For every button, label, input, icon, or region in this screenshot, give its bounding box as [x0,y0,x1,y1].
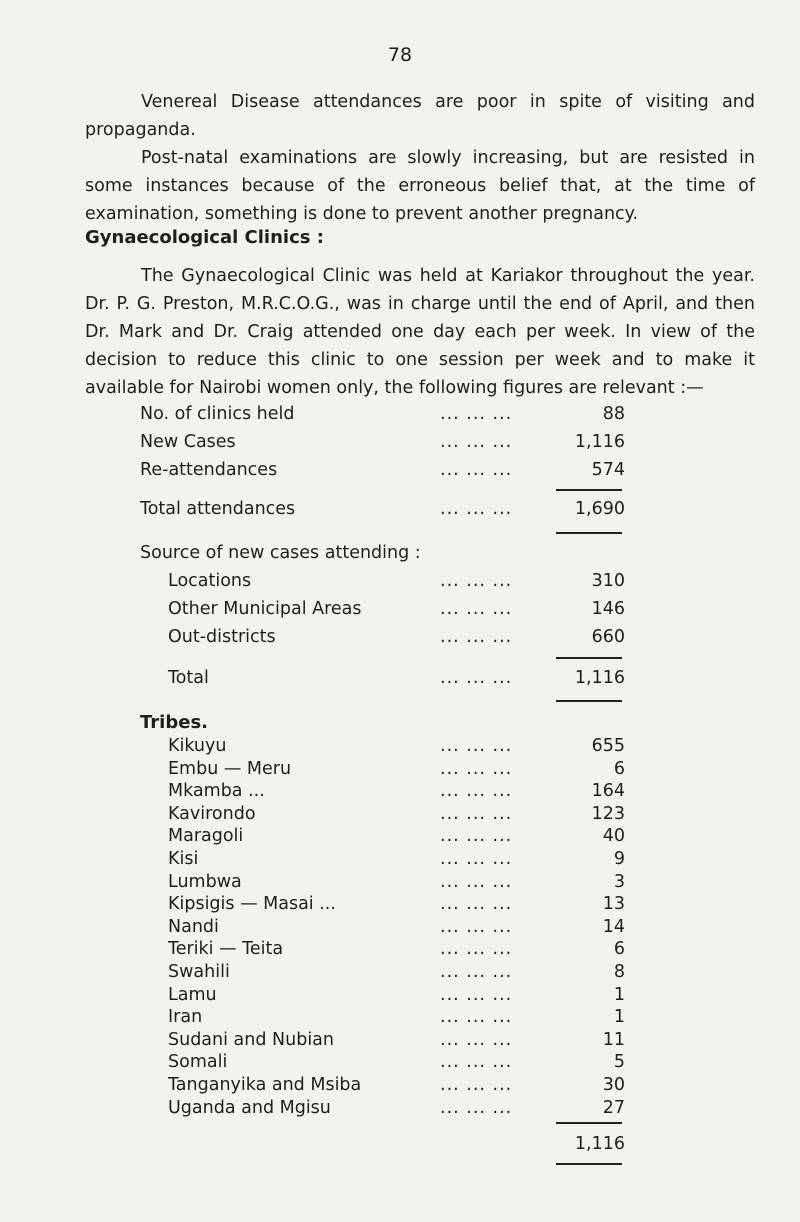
leader-dots: ... ... ... [440,1074,513,1095]
divider [556,1163,622,1165]
table-row [140,984,660,1007]
leader-dots: ... ... ... [440,961,513,982]
leader-dots: ... ... ... [440,571,513,591]
table-row [140,664,660,692]
leader-dots: ... ... ... [440,848,513,869]
leader-dots: ... ... ... [440,758,513,779]
leader-dots: ... ... ... [440,1029,513,1050]
leader-dots: ... ... ... [440,803,513,824]
row-label: Kavirondo [168,803,256,824]
row-value: 146 [591,599,625,619]
divider [556,532,622,534]
row-label: Out-districts [168,627,276,647]
table-heading-row [140,539,660,567]
row-label: Teriki — Teita [168,939,284,960]
row-value: 14 [602,916,625,937]
leader-dots: ... ... ... [440,781,513,802]
leader-dots: ... ... ... [440,460,513,480]
row-label: Kikuyu [168,736,227,756]
table-row [140,735,660,758]
leader-dots: ... ... ... [440,736,513,756]
leader-dots: ... ... ... [440,404,513,424]
table-row [140,871,660,894]
page-number: 78 [387,44,413,66]
row-label: Tanganyika and Msiba [168,1074,362,1095]
section-heading: Gynaecological Clinics : [85,227,324,248]
table-row [140,495,660,523]
row-label: Other Municipal Areas [168,599,362,619]
row-label: Iran [168,1007,203,1028]
table-row [140,961,660,984]
row-value: 1 [613,984,625,1005]
leader-dots: ... ... ... [440,1007,513,1028]
leader-dots: ... ... ... [440,871,513,892]
table-row [140,803,660,826]
leader-dots: ... ... ... [440,1052,513,1073]
row-label: Swahili [168,961,230,982]
table-row [140,567,660,595]
table-row [140,848,660,871]
row-value: 6 [613,939,625,960]
leader-dots: ... ... ... [440,894,513,915]
leader-dots: ... ... ... [440,939,513,960]
row-value: 655 [591,736,625,756]
row-label: Total attendances [140,499,296,519]
leader-dots: ... ... ... [440,916,513,937]
source-table [140,539,660,651]
divider [556,700,622,702]
table-row [140,916,660,939]
table-row [140,1051,660,1074]
tribes-heading: Tribes. [140,712,208,733]
leader-dots: ... ... ... [440,668,513,688]
row-value: 1 [613,1007,625,1028]
row-value: 1,116 [574,1134,625,1154]
table-row [140,428,660,456]
leader-dots: ... ... ... [440,1097,513,1118]
divider [556,657,622,659]
table-row [140,400,660,428]
row-value: 1,690 [574,499,625,519]
source-heading: Source of new cases attending : [140,543,421,563]
row-value: 123 [591,803,625,824]
row-label: Sudani and Nubian [168,1029,335,1050]
row-label: Nandi [168,916,219,937]
table-row [140,893,660,916]
row-value: 8 [613,961,625,982]
row-value: 11 [602,1029,625,1050]
row-value: 660 [591,627,625,647]
row-label: Mkamba ... [168,781,265,802]
row-label: No. of clinics held [140,404,295,424]
row-value: 5 [613,1052,625,1073]
row-label: Embu — Meru [168,758,292,779]
paragraph-venereal: Venereal Disease attendances are poor in spite of visiting and propaganda. [85,92,755,140]
row-value: 9 [613,848,625,869]
row-value: 88 [602,404,625,424]
row-label: Kipsigis — Masai ... [168,894,336,915]
row-value: 13 [602,894,625,915]
leader-dots: ... ... ... [440,599,513,619]
table-row [140,456,660,484]
paragraph-gynaecological: The Gynaecological Clinic was held at Kariakor throughout the year. Dr. P. G. Preston, M.R.C.O.G., was in charge until the end of April, and then Dr. Mark and Dr. Craig attended one day each per week. In view of the decision to reduce this clinic to one session per week and to make it available for Nairobi women only, the following figures are relevant :— [85,266,755,398]
row-value: 3 [613,871,625,892]
row-label: Lumbwa [168,871,242,892]
row-label: Kisi [168,848,199,869]
table-row [140,938,660,961]
row-label: New Cases [140,432,236,452]
row-label: Total [168,668,209,688]
row-value: 6 [613,758,625,779]
row-value: 40 [602,826,625,847]
table-row [140,1130,660,1158]
row-label: Locations [168,571,252,591]
table-row [140,595,660,623]
total-attendances-row [140,495,660,523]
row-value: 1,116 [574,432,625,452]
leader-dots: ... ... ... [440,984,513,1005]
row-value: 164 [591,781,625,802]
table-row [140,1029,660,1052]
table-row [140,758,660,781]
leader-dots: ... ... ... [440,826,513,847]
divider [556,1122,622,1124]
row-label: Somali [168,1052,228,1073]
row-value: 1,116 [574,668,625,688]
paragraph-post-natal: Post-natal examinations are slowly increasing, but are resisted in some instances because of the erroneous belief that, at the time of examination, something is done to prevent another pregnancy. [85,148,755,224]
table-row [140,780,660,803]
sources-total-row [140,664,660,692]
table-row [140,1097,660,1120]
row-label: Re-attendances [140,460,278,480]
row-value: 27 [602,1097,625,1118]
leader-dots: ... ... ... [440,627,513,647]
tribes-table [140,735,660,1119]
table-row [140,623,660,651]
clinic-stats-table [140,400,660,484]
divider [556,489,622,491]
leader-dots: ... ... ... [440,432,513,452]
row-label: Lamu [168,984,217,1005]
row-value: 30 [602,1074,625,1095]
table-row [140,1006,660,1029]
row-value: 310 [591,571,625,591]
table-row [140,1074,660,1097]
row-value: 574 [591,460,625,480]
tribes-total-row [140,1130,660,1158]
row-label: Uganda and Mgisu [168,1097,331,1118]
leader-dots: ... ... ... [440,499,513,519]
table-row [140,825,660,848]
row-label: Maragoli [168,826,244,847]
